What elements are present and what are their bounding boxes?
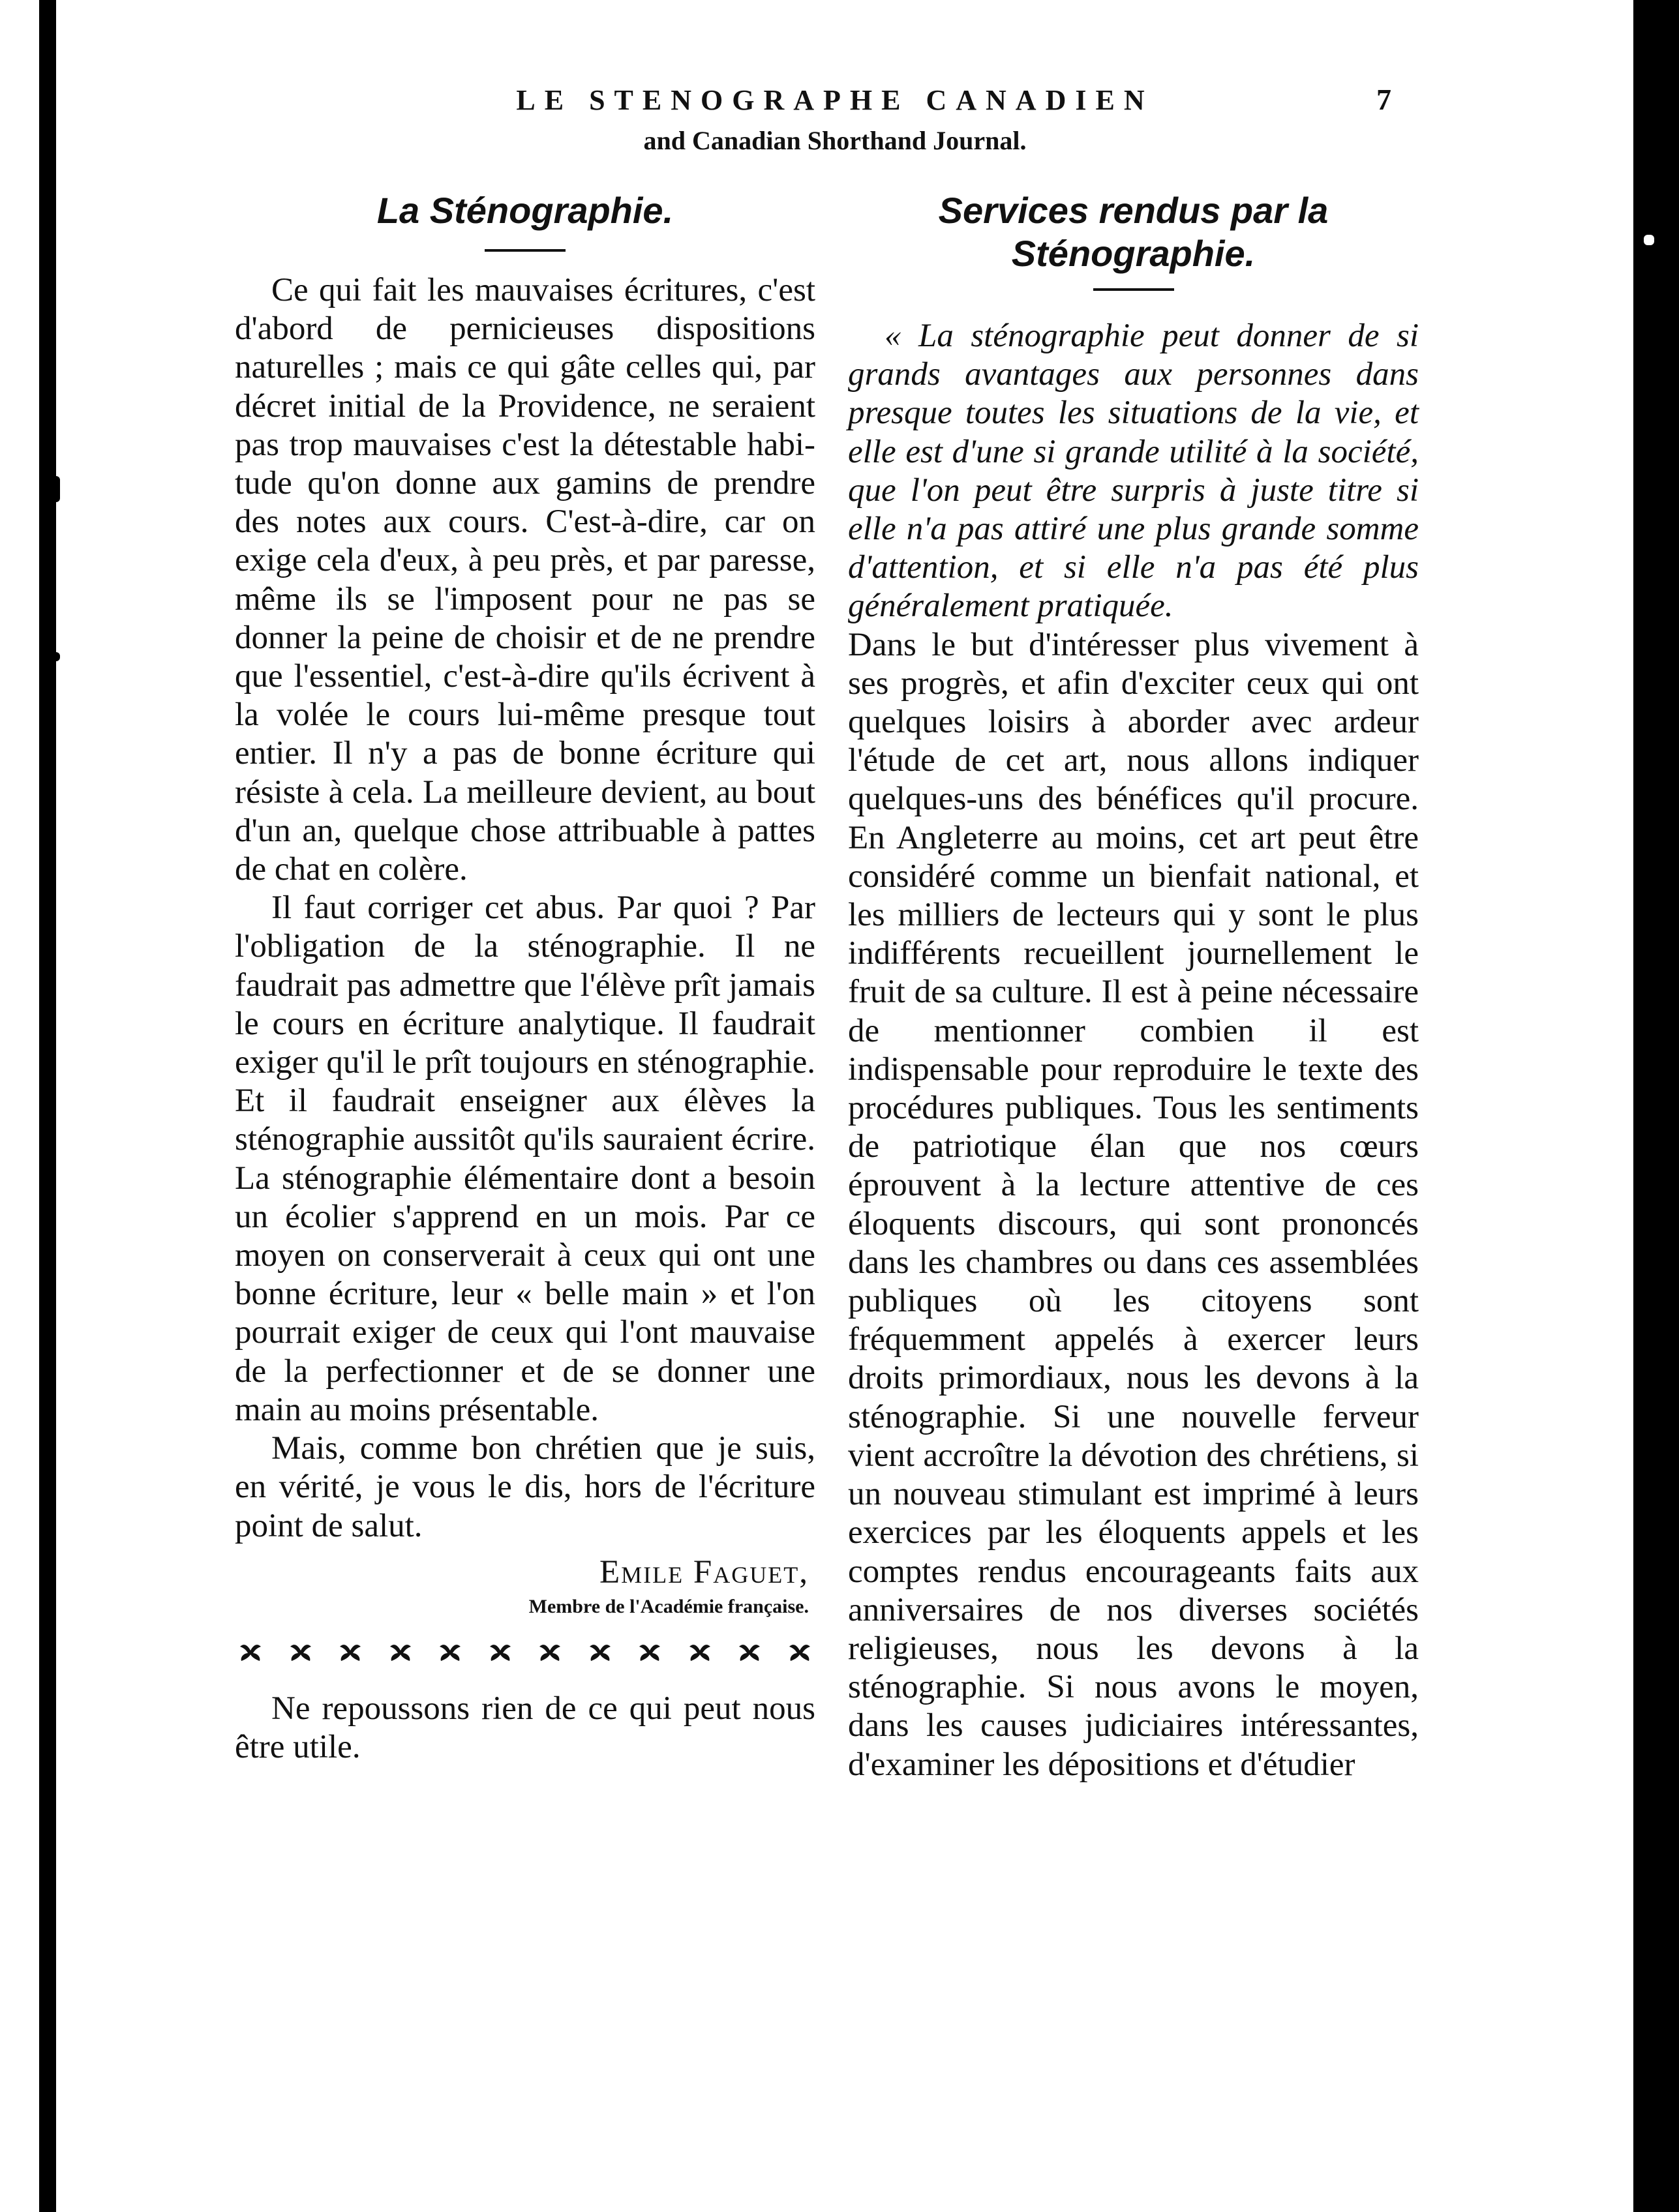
paragraph: Dans le but d'intéresser plus vivement à ses progrès, et afin d'exciter ceux qui ont quelques loisirs à aborder avec ardeur l'étude de cet art, nous allons indiquer quelques-uns des bénéfices qu'il procure. En Angleterre au moins, cet art peut être considéré comme un bienfait national, et les milliers de lecteurs qui y sont le plus indifférents recueillent journellement le fruit de sa culture. Il est à peine nécessaire de mentionner combien il est indispensable pour reproduire le texte des procédures publiques. Tous les sentiments de patriotique élan que nos cœurs éprouvent à la lecture attentive de ces éloquents discours, qui sont prononcés dans les chambres ou dans ces assemblées publiques où les citoyens sont fréquemment appelés à exercer leurs droits primordiaux, nous les devons à la sténographie. Si une nouvelle ferveur vient accroître la dévotion des chrétiens, si un nouveau stimulant est imprimé à leurs exercices par les éloquents appels et les comptes rendus encourageants faits aux anniversaires de nos diverses sociétés religieuses, nous les devons à la sténographie. Si nous avons le moyen, dans les causes judiciaires intéressantes, d'examiner les dépositions et d'étudier [848,626,1419,1783]
right-column [848,189,1419,1784]
scan-speck [51,652,60,661]
title-rule [1093,288,1174,291]
title-rule [485,249,566,252]
paragraph: Il faut corriger cet abus. Par quoi ? Par l'obligation de la sténographie. Il ne faudrait pas admettre que l'élève prît jamais le cours en écriture analytique. Il faudrait exiger qu'il le prît toujours en sténographie. Et il faudrait enseigner aux élèves la sténographie aussitôt qu'ils sauraient écrire. La sténographie élémentaire dont a besoin un écolier s'apprend en un mois. Par ce moyen on conserverait à ceux qui ont une bonne écriture, leur « belle main » et l'on pourrait exiger de ceux qui l'ont mauvaise de la perfectionner et de se donner une main au moins présentable. [235,889,815,1428]
fleuron-icon [437,1641,463,1664]
fleuron-icon [237,1641,264,1664]
binding-edge-shadow [39,0,56,2212]
article-title: Services rendus par la Sténographie. [938,190,1329,274]
left-column [235,189,815,1767]
scan-speck [51,476,60,502]
fleuron-icon [687,1641,713,1664]
fleuron-icon [736,1641,763,1664]
italic-quote: « La sténographie peut donner de si grands avantages aux personnes dans presque toutes les situations de la vie, et elle est d'une si grande utilité à la société, que l'on peut être surpris à juste titre si elle n'a pas attiré une plus grande somme d'attention, et si elle n'a pas été plus généralement pratiquée. [848,318,1419,625]
author-signature: Emile Faguet, [599,1553,809,1591]
closing-maxim: Ne repoussons rien de ce qui peut nous être utile. [235,1690,815,1766]
fleuron-icon [637,1641,663,1664]
journal-title: LE STENOGRAPHE CANADIEN [516,84,1154,116]
fleuron-icon [288,1641,314,1664]
paragraph: Mais, comme bon chrétien que je suis, en vérité, je vous le dis, hors de l'écriture point de salut. [235,1430,815,1544]
fleuron-icon [787,1641,813,1664]
fleuron-icon [587,1641,613,1664]
fleuron-icon [537,1641,563,1664]
paragraph: Ce qui fait les mauvaises écritures, c'est d'abord de pernicieuses dispositions naturelles ; mais ce qui gâte celles qui, par décret initial de la Providence, ne seraient pas trop mauvaises c'est la détestable habitude qu'on donne aux gamins de prendre des notes aux cours. C'est-à-dire, car on exige cela d'eux, à peu près, et par paresse, même ils se l'imposent pour ne pas se donner la peine de choisir et de ne prendre que l'essentiel, c'est-à-dire qu'ils écrivent à la volée le cours lui-même presque tout entier. Il n'y a pas de bonne écriture qui résiste à cela. La meilleure devient, au bout d'un an, quelque chose attribuable à pattes de chat en colère. [235,272,815,888]
scan-border [1633,0,1679,2212]
fleuron-icon [337,1641,363,1664]
article-title: La Sténographie. [376,190,674,231]
fleuron-icon [387,1641,414,1664]
journal-subtitle: and Canadian Shorthand Journal. [643,126,1027,155]
fleuron-icon [487,1641,513,1664]
author-affiliation: Membre de l'Académie française. [528,1595,809,1617]
page-number: 7 [1376,83,1391,116]
ornament-divider [235,1641,815,1664]
scan-speck [1644,235,1654,245]
